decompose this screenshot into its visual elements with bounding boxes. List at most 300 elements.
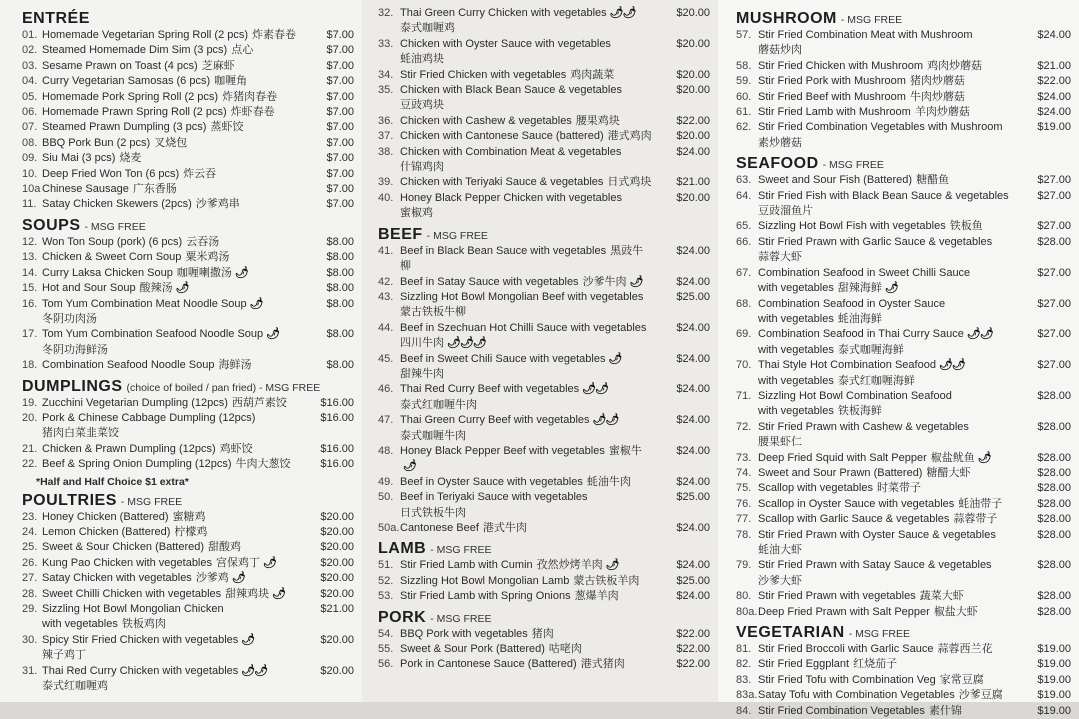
item-chinese-name: 广东香肠 [132, 183, 177, 196]
item-description [400, 490, 654, 521]
item-description [758, 605, 1015, 620]
item-name: Satay Chicken Skewers (2pcs) [42, 198, 192, 211]
item-number: 81. [736, 643, 752, 656]
item-chinese-name: 椒盐鱿鱼 [930, 451, 975, 464]
item-number: 23. [22, 510, 38, 523]
item-description [42, 197, 298, 212]
item-price: $19.00 [1037, 643, 1071, 656]
item-chinese-name: 泰式红咖喱牛肉 [400, 398, 477, 411]
item-number: 34. [378, 68, 394, 81]
section-title: MUSHROOM [736, 10, 837, 27]
chili-icon: 🌶🌶 [241, 664, 268, 677]
item-price: $19.00 [1037, 673, 1071, 686]
item-description [42, 587, 298, 602]
section-header-soups [22, 217, 362, 235]
item-chinese-name: 蚝油鸡块 [400, 53, 444, 66]
item-chinese-name: 咖喱喇撒汤 [176, 266, 232, 279]
menu-item [378, 627, 718, 642]
item-price: $24.00 [676, 590, 710, 603]
menu-item [22, 281, 362, 296]
item-number: 80a. [736, 605, 758, 618]
menu-item [22, 59, 362, 74]
item-chinese-name: 糖醋鱼 [916, 174, 950, 187]
menu-item [22, 28, 362, 43]
item-chinese-name: 铁板海鲜 [837, 405, 882, 418]
section-title: PORK [378, 608, 427, 626]
menu-item [736, 120, 1079, 151]
item-price: $24.00 [676, 145, 710, 158]
item-price: $7.00 [326, 167, 354, 180]
chili-icon: 🌶 [249, 297, 263, 310]
item-description [400, 290, 654, 321]
item-description [400, 627, 654, 642]
half-half-note: *Half and Half Choice $1 extra* [36, 475, 189, 488]
item-price: $24.00 [676, 559, 710, 572]
menu-item [736, 173, 1079, 188]
item-description [400, 413, 654, 444]
item-number: 04. [22, 75, 38, 88]
item-price: $21.00 [676, 176, 710, 189]
item-chinese-name: 蒜蓉西兰花 [937, 643, 993, 656]
section-title: VEGETARIAN [736, 624, 845, 642]
item-number: 64. [736, 189, 752, 202]
item-price: $25.00 [676, 491, 710, 504]
item-price: $20.00 [676, 84, 710, 97]
item-name: Honey Chicken (Battered) [42, 510, 169, 523]
item-name: Stir Fried Chicken with Mushroom [758, 59, 924, 72]
item-name: Satay Chicken with vegetables [42, 572, 192, 585]
item-name: Stir Fried Lamb with Spring Onions [400, 590, 571, 603]
section-header-seafood [736, 155, 1079, 173]
item-name: Scallop with Garlic Sauce & vegetables [758, 513, 950, 526]
item-name: Combination Seafood in Oyster Sauce [758, 297, 946, 310]
item-number: 24. [22, 525, 38, 538]
item-number: 37. [378, 130, 394, 143]
item-price: $28.00 [1037, 559, 1071, 572]
item-chinese-name: 蚝油牛肉 [586, 475, 631, 488]
section-header-entree [22, 10, 362, 28]
item-price: $21.00 [320, 603, 354, 615]
item-chinese-name: 炸素春卷 [252, 29, 297, 41]
item-price: $27.00 [1037, 189, 1071, 202]
item-number: 45. [378, 352, 394, 365]
item-description [758, 90, 1015, 105]
menu-item [378, 475, 718, 490]
chili-icon: 🌶 [629, 275, 643, 288]
item-number: 38. [378, 145, 394, 158]
item-number: 36. [378, 114, 394, 127]
item-chinese-name: 铁板鱼 [949, 220, 983, 233]
section-header-mushroom [736, 10, 1079, 28]
menu-item [736, 74, 1079, 89]
item-price: $25.00 [676, 574, 710, 587]
item-price: $20.00 [320, 572, 354, 585]
chili-icon: 🌶 [884, 282, 898, 295]
chili-icon: 🌶 [403, 460, 416, 473]
item-chinese-name: 沙爹牛肉 [582, 275, 627, 288]
item-chinese-name: 辣子鸡丁 [42, 649, 86, 662]
item-name: Siu Mai (3 pcs) [42, 152, 116, 165]
item-price: $20.00 [320, 541, 354, 554]
item-chinese-name: 云吞汤 [186, 235, 220, 248]
item-name: Stir Fried Lamb with Cumin [400, 559, 533, 572]
chili-icon: 🌶 [231, 572, 245, 585]
item-chinese-name: 素炒蘑菇 [758, 136, 802, 149]
item-price: $24.00 [676, 352, 710, 365]
item-name: Stir Fried Tofu with Combination Veg [758, 673, 936, 686]
item-chinese-name: 炸云吞 [183, 167, 217, 180]
item-name: Sweet & Sour Chicken (Battered) [42, 541, 205, 554]
item-number: 44. [378, 321, 394, 334]
item-description [758, 28, 1015, 59]
item-price: $8.00 [326, 328, 354, 341]
item-price: $27.00 [1037, 328, 1071, 341]
item-price: $19.00 [1037, 658, 1071, 671]
item-number: 31. [22, 664, 38, 677]
item-name: Kung Pao Chicken with vegetables [42, 556, 212, 569]
menu-item [378, 68, 718, 83]
item-name: Chicken & Prawn Dumpling (12pcs) [42, 442, 216, 455]
item-number: 09. [22, 152, 38, 165]
menu-item [736, 704, 1079, 719]
item-description [400, 129, 654, 144]
item-description [42, 266, 298, 281]
item-price: $8.00 [326, 235, 354, 248]
item-name: Won Ton Soup (pork) (6 pcs) [42, 235, 183, 248]
item-price: $27.00 [1037, 174, 1071, 187]
item-name: Tom Yum Combination Meat Noodle Soup [42, 297, 247, 310]
item-name-line2 [42, 617, 298, 632]
item-number: 35. [378, 84, 394, 97]
item-chinese-name: 港式牛肉 [482, 522, 527, 534]
chili-icon: 🌶 [266, 328, 280, 341]
item-name: BBQ Pork Bun (2 pcs) [42, 136, 151, 149]
item-number: 46. [378, 383, 394, 396]
item-description [400, 321, 654, 352]
item-chinese-name: 豆豉鸡块 [400, 99, 444, 112]
item-price: $20.00 [676, 191, 710, 204]
item-number: 80. [736, 590, 752, 603]
item-price: $22.00 [676, 114, 710, 127]
menu-item [736, 481, 1079, 496]
item-name-cont: with vegetables [758, 343, 834, 356]
item-name: Stir Fried Combination Vegetables with Mushroom [758, 121, 1003, 134]
item-description [758, 358, 1015, 389]
item-price: $20.00 [320, 664, 354, 677]
item-number: 15. [22, 282, 38, 295]
item-name: Spicy Stir Fried Chicken with vegetables [42, 633, 239, 646]
item-price: $27.00 [1037, 359, 1071, 372]
item-number: 22. [22, 458, 38, 471]
menu-item [378, 129, 718, 144]
item-number: 28. [22, 587, 38, 600]
item-name: Deep Fried Squid with Salt Pepper [758, 451, 927, 464]
item-description [400, 83, 654, 114]
item-name: Stir Fried Fish with Black Bean Sauce & vegetables [758, 189, 1009, 202]
item-chinese-name: 沙爹大虾 [758, 574, 802, 587]
item-price: $20.00 [320, 587, 354, 600]
item-chinese-line [42, 343, 298, 358]
item-price: $8.00 [326, 282, 354, 295]
item-name-line2 [758, 374, 1015, 389]
chili-icon: 🌶 [272, 587, 286, 600]
item-name: Stir Fried Eggplant [758, 658, 850, 671]
item-price: $22.00 [1037, 75, 1071, 88]
item-price: $27.00 [1037, 297, 1071, 310]
item-price: $28.00 [1037, 513, 1071, 526]
item-name-cont: with vegetables [758, 282, 834, 295]
item-chinese-line [42, 648, 298, 663]
menu-item [378, 413, 718, 444]
item-description [42, 136, 298, 151]
item-chinese-name: 蒙古铁板羊肉 [573, 574, 640, 587]
item-chinese-name: 港式猪肉 [580, 658, 625, 671]
item-name: Honey Black Pepper Chicken with vegetables [400, 191, 622, 204]
item-description [42, 74, 298, 89]
item-chinese-name: 海鲜汤 [218, 359, 252, 372]
item-chinese-line [42, 426, 298, 441]
chili-icon: 🌶🌶 [966, 328, 993, 341]
item-name: Beef in Black Bean Sauce with vegetables [400, 244, 607, 257]
menu-item [22, 105, 362, 120]
item-number: 49. [378, 475, 394, 488]
menu-item [22, 602, 362, 633]
item-chinese-line [42, 679, 298, 694]
item-chinese-line [758, 435, 1015, 450]
item-description [42, 442, 298, 457]
item-number: 26. [22, 556, 38, 569]
menu-item [378, 558, 718, 573]
item-number: 13. [22, 251, 38, 264]
item-description [758, 74, 1015, 89]
item-description [758, 466, 1015, 481]
item-number: 84. [736, 704, 752, 717]
section-note: - MSG FREE [120, 495, 183, 508]
item-number: 57. [736, 29, 752, 41]
item-name: Combination Seafood in Thai Curry Sauce [758, 328, 964, 341]
item-number: 76. [736, 497, 752, 510]
item-description [400, 6, 654, 37]
item-description [758, 327, 1015, 358]
item-chinese-name: 四川牛肉 [400, 337, 444, 350]
item-name: Beef in Satay Sauce with vegetables [400, 275, 579, 288]
item-description [758, 219, 1015, 234]
menu-item [736, 219, 1079, 234]
item-description [758, 704, 1015, 719]
menu-item [22, 457, 362, 472]
item-price: $7.00 [326, 136, 354, 149]
menu-item [378, 191, 718, 222]
item-price: $27.00 [1037, 220, 1071, 233]
menu-item [736, 389, 1079, 420]
section-header-beef [378, 226, 718, 244]
menu-item [736, 358, 1079, 389]
item-chinese-name: 鸡虾饺 [219, 442, 253, 455]
item-number: 72. [736, 420, 752, 433]
item-price: $28.00 [1037, 497, 1071, 510]
item-price: $28.00 [1037, 420, 1071, 433]
section-header-dumplings [22, 378, 362, 396]
item-price: $7.00 [326, 90, 354, 103]
item-chinese-name: 椒盐大虾 [933, 605, 978, 618]
item-number: 55. [378, 643, 394, 656]
item-chinese-name: 腰果鸡块 [575, 114, 620, 127]
item-price: $16.00 [320, 442, 354, 455]
menu-item [22, 182, 362, 197]
item-description [758, 173, 1015, 188]
item-chinese-name: 糖醋大虾 [926, 466, 971, 479]
item-description [400, 275, 654, 290]
section-note: - MSG FREE [822, 159, 884, 172]
item-name: Stir Fried Prawn with Satay Sauce & vegetables [758, 559, 992, 572]
item-description [758, 558, 1015, 589]
section-header-pork [378, 609, 718, 627]
item-name: Thai Red Curry Chicken with vegetables [42, 664, 239, 677]
item-price: $28.00 [1037, 389, 1071, 402]
item-price: $28.00 [1037, 235, 1071, 248]
item-description [758, 497, 1015, 512]
item-price: $24.00 [1037, 106, 1071, 119]
item-name: Pork & Chinese Cabbage Dumpling (12pcs) [42, 411, 256, 424]
item-name: Steamed Homemade Dim Sim (3 pcs) [42, 44, 228, 57]
item-chinese-name: 冬阴功海鲜汤 [42, 343, 108, 356]
menu-item [22, 90, 362, 105]
item-description [42, 396, 298, 411]
item-name: Stir Fried Combination Meat with Mushroom [758, 29, 973, 41]
item-description [42, 43, 298, 58]
item-description [42, 571, 298, 586]
menu-item [22, 396, 362, 411]
item-description [758, 235, 1015, 266]
menu-item [22, 633, 362, 664]
item-description [42, 327, 298, 358]
item-name: Stir Fried Pork with Mushroom [758, 75, 906, 88]
menu-item [22, 664, 362, 695]
item-number: 06. [22, 106, 38, 119]
item-chinese-name: 家常豆腐 [939, 673, 984, 686]
section-header-lamb [378, 540, 718, 558]
item-chinese-name: 粟米鸡汤 [185, 251, 230, 264]
menu-item [736, 28, 1079, 59]
item-chinese-name: 泰式红咖喱海鲜 [837, 374, 915, 387]
item-chinese-name: 蒸虾饺 [210, 121, 244, 134]
item-number: 41. [378, 244, 394, 257]
item-number: 75. [736, 482, 752, 495]
item-number: 16. [22, 297, 38, 310]
item-description [42, 633, 298, 664]
item-number: 48. [378, 444, 394, 457]
item-description [42, 59, 298, 74]
item-name: Sweet Chilli Chicken with vegetables [42, 587, 222, 600]
menu-item [736, 673, 1079, 688]
item-number: 19. [22, 396, 38, 409]
item-description [400, 114, 654, 129]
item-number: 50. [378, 491, 394, 504]
item-chinese-name: 蚝油带子 [958, 497, 1003, 510]
item-name: Scallop with vegetables [758, 482, 873, 495]
item-number: 18. [22, 359, 38, 372]
menu-item [22, 167, 362, 182]
section-note: - MSG FREE [426, 229, 488, 242]
item-price: $28.00 [1037, 590, 1071, 603]
item-name: Homemade Pork Spring Roll (2 pcs) [42, 90, 219, 103]
menu-item [736, 420, 1079, 451]
item-name: Sesame Prawn on Toast (4 pcs) [42, 59, 198, 72]
item-price: $27.00 [1037, 266, 1071, 279]
item-number: 74. [736, 466, 752, 479]
item-price: $20.00 [676, 37, 710, 50]
item-price: $24.00 [676, 475, 710, 488]
item-price: $8.00 [326, 251, 354, 264]
section-note: - MSG FREE [840, 14, 903, 26]
item-description [42, 235, 298, 250]
item-description [400, 382, 654, 413]
item-description [758, 297, 1015, 328]
item-description [400, 642, 654, 657]
item-number: 10. [22, 167, 38, 180]
item-name: Stir Fried Prawn with Oyster Sauce & vegetables [758, 528, 996, 541]
item-price: $20.00 [676, 7, 710, 19]
item-chinese-name: 蚝油海鲜 [837, 312, 882, 325]
item-chinese-name: 甜辣鸡块 [225, 587, 270, 600]
item-description [758, 266, 1015, 297]
item-price: $24.00 [676, 321, 710, 334]
item-price: $7.00 [326, 59, 354, 72]
item-description [400, 475, 654, 490]
chili-icon: 🌶 [977, 451, 991, 464]
item-name: Chicken with Black Bean Sauce & vegetables [400, 84, 622, 97]
item-number: 61. [736, 106, 752, 119]
item-name-cont: with vegetables [758, 405, 834, 418]
item-description [758, 451, 1015, 466]
item-chinese-line [400, 98, 654, 113]
item-description [42, 664, 298, 695]
item-price: $24.00 [676, 383, 710, 396]
item-description [758, 389, 1015, 420]
item-name-line2 [758, 312, 1015, 327]
menu-item [736, 266, 1079, 297]
item-number: 12. [22, 235, 38, 248]
item-price: $22.00 [676, 658, 710, 671]
item-price: $21.00 [1037, 59, 1071, 72]
item-chinese-name: 点心 [231, 44, 254, 57]
item-chinese-name: 牛肉炒蘑菇 [909, 90, 965, 103]
item-name: Chinese Sausage [42, 183, 129, 196]
item-description [42, 105, 298, 120]
item-price: $19.00 [1037, 704, 1071, 717]
item-name: Homemade Vegetarian Spring Roll (2 pcs) [42, 29, 249, 41]
menu-item [378, 321, 718, 352]
item-description [758, 481, 1015, 496]
item-number: 05. [22, 90, 38, 103]
item-name-cont: with vegetables [42, 618, 118, 631]
menu-item [378, 490, 718, 521]
item-description [42, 411, 298, 442]
item-number: 11. [22, 198, 37, 211]
item-price: $22.00 [676, 627, 710, 640]
item-number: 33. [378, 37, 394, 50]
item-name: Chicken & Sweet Corn Soup [42, 251, 182, 264]
item-chinese-name: 泰式咖喱海鲜 [837, 343, 904, 356]
item-name: Stir Fried Prawn with Garlic Sauce & vegetables [758, 235, 993, 248]
item-chinese-line [400, 429, 654, 444]
item-price: $28.00 [1037, 605, 1071, 618]
item-number: 65. [736, 220, 752, 233]
section-title: BEEF [378, 225, 423, 243]
item-number: 52. [378, 574, 394, 587]
item-description [758, 420, 1015, 451]
item-chinese-name: 蔬菜大虾 [919, 590, 964, 603]
